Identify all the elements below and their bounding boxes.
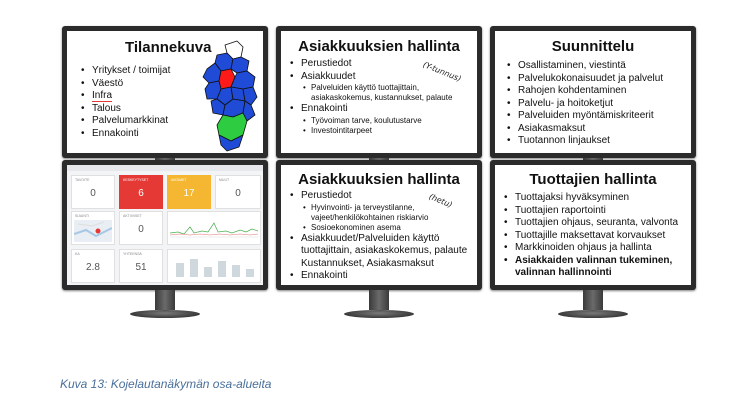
sub-list-item: • Työvoiman tarve, koulutustarve [290, 116, 475, 126]
mini-map [74, 220, 112, 242]
line-chart-tile [167, 211, 261, 245]
panel-title: Tilannekuva [125, 39, 212, 56]
map-tile [71, 211, 115, 245]
kpi-label: MUUT [219, 178, 230, 182]
dashboard-topbar [67, 165, 263, 171]
sub-list-item: • Hyvinvointi- ja terveystilanne, vajeet/henkilökohtainen riskiarvio [290, 203, 470, 223]
list-item: • Ennakointi [81, 128, 170, 141]
asiakkuudet-top-list [290, 58, 475, 136]
kpi-tile-orange [167, 175, 211, 209]
kpi-value: 51 [135, 262, 147, 273]
mini-line-chart [170, 215, 258, 241]
panel-title: Tuottajien hallinta [529, 171, 657, 188]
kpi-value: 0 [235, 188, 241, 199]
screen-tuottajat [495, 165, 691, 285]
kpi-value: 0 [90, 188, 96, 199]
monitor-base [130, 310, 200, 318]
map-region [231, 57, 249, 73]
kpi-tile [71, 175, 115, 209]
kpi-label: KESKEYTYSET [123, 178, 149, 182]
bar-chart-tile [167, 249, 261, 283]
list-item: • Väestö [81, 78, 170, 91]
tilannekuva-list [81, 65, 170, 140]
list-item: • Markkinoiden ohjaus ja hallinta [504, 242, 691, 255]
kpi-value: 0 [138, 224, 144, 235]
list-item: • Asiakasmaksut [507, 123, 663, 136]
list-item: • Ennakointi [290, 103, 475, 116]
screen-tilannekuva [67, 31, 263, 153]
map-region [231, 71, 255, 89]
monitor-tuottajat [490, 160, 696, 290]
kpi-label: AKTIIVISET [123, 214, 142, 218]
list-item: • Palveluiden myöntämiskriteerit [507, 110, 663, 123]
list-item: • Tuottajaksi hyväksyminen [504, 192, 691, 205]
sub-list-item: • Investointitarpeet [290, 126, 475, 136]
kpi-value: 2.8 [86, 262, 100, 273]
tuottajat-list [504, 192, 691, 280]
list-item: • Asiakkuudet [290, 71, 475, 84]
list-item: • Asiakkuudet/Palveluiden käyttö tuottajittain, asiakaskokemus, palaute Kustannukset, Asiakasmaksut [290, 233, 470, 271]
kpi-tile [119, 211, 163, 245]
asiakkuudet-bottom-list [290, 190, 470, 283]
handwritten-annotation: (Y-tunnus) [421, 60, 463, 84]
kpi-tile [215, 175, 261, 209]
monitor-suunnittelu [490, 26, 696, 158]
screen-dashboard [67, 165, 263, 285]
kpi-label: TAVOITE [75, 178, 90, 182]
screen-asiakkuudet-bottom [281, 165, 477, 285]
list-item: • Rahojen kohdentaminen [507, 85, 663, 98]
list-item: • Palvelu- ja hoitoketjut [507, 98, 663, 111]
list-item: • Perustiedot [290, 190, 470, 203]
monitor-asiakkuudet-top [276, 26, 482, 158]
tile-label: SIJAINTI [75, 214, 90, 218]
list-item: • Tuottajien ohjaus, seuranta, valvonta [504, 217, 691, 230]
kpi-label: YHTEENSÄ [123, 252, 142, 256]
list-item: • Ennakointi [290, 270, 470, 283]
list-item: • Palvelumarkkinat [81, 115, 170, 128]
monitor-neck [369, 290, 389, 310]
monitor-tilannekuva [62, 26, 268, 158]
figure-caption: Kuva 13: Kojelautanäkymän osa-alueita [60, 377, 272, 391]
monitor-neck [583, 290, 603, 310]
list-item: • Tuottajille maksettavat korvaukset [504, 230, 691, 243]
monitor-base [344, 310, 414, 318]
sub-list-item: • Palveluiden käyttö tuottajittain, asiakaskokemus, kustannukset, palaute [290, 83, 475, 103]
list-item: • Osallistaminen, viestintä [507, 60, 663, 73]
list-item: • Palvelukokonaisuudet ja palvelut [507, 73, 663, 86]
monitor-neck [155, 290, 175, 310]
handwritten-annotation: (hetu) [427, 192, 454, 210]
list-item: • Tuotannon linjaukset [507, 135, 663, 148]
list-item: • Perustiedot [290, 58, 475, 71]
list-item-infra [81, 90, 170, 103]
list-item-bold: • Asiakkaiden valinnan tukeminen, valinnan hallinnointi [504, 255, 691, 280]
screen-asiakkuudet-top [281, 31, 477, 153]
monitor-asiakkuudet-bottom [276, 160, 482, 290]
monitor-dashboard [62, 160, 268, 290]
list-item: • Talous [81, 103, 170, 116]
list-item: • Yritykset / toimijat [81, 65, 170, 78]
suunnittelu-list [507, 60, 663, 148]
sub-list-item: • Sosioekonominen asema [290, 223, 470, 233]
mini-bar-chart [170, 253, 258, 279]
kpi-tile [119, 249, 163, 283]
region-map [197, 39, 263, 153]
screen-suunnittelu [495, 31, 691, 153]
panel-title: Asiakkuuksien hallinta [298, 38, 460, 55]
panel-title: Asiakkuuksien hallinta [298, 171, 460, 188]
dashboard [67, 165, 263, 285]
list-item: • Tuottajien raportointi [504, 205, 691, 218]
kpi-tile-red [119, 175, 163, 209]
panel-title: Suunnittelu [551, 38, 635, 55]
kpi-tile [71, 249, 115, 283]
kpi-label: KA [75, 252, 80, 256]
monitor-base [558, 310, 628, 318]
kpi-value: 17 [183, 188, 195, 199]
kpi-label: AVOIMET [171, 178, 187, 182]
kpi-value: 6 [138, 188, 144, 199]
infra-label: Infra [92, 90, 113, 101]
